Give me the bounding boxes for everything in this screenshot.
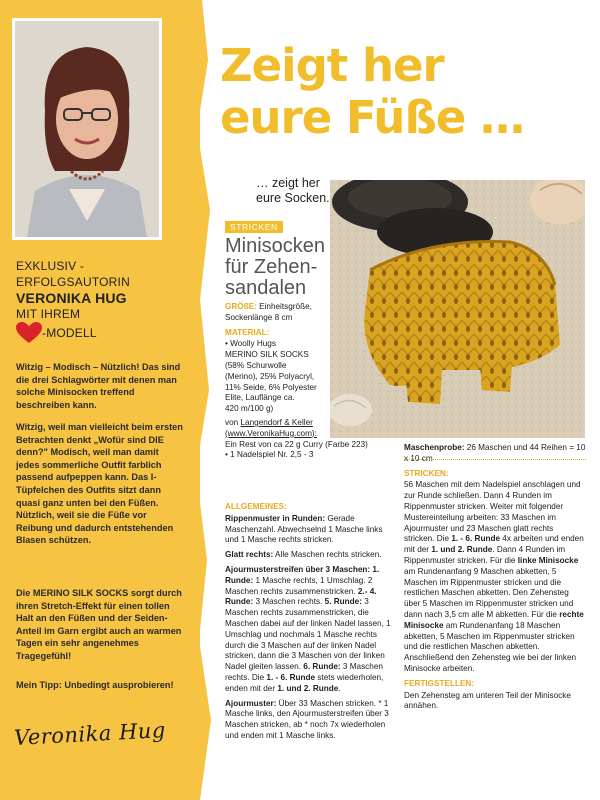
sidebar-paragraph-4: Mein Tipp: Unbedingt ausprobieren! [16, 680, 174, 690]
exclusive-line-2: ERFOLGSAUTORIN [16, 275, 130, 289]
lace-stripe-body: 3 Maschen rechts. [253, 597, 325, 607]
material-line: • Woolly Hugs [225, 339, 276, 349]
finishing-text: Den Zehensteg am unteren Teil der Minisocke annähen. [404, 690, 571, 711]
stockinette-body: Alle Maschen rechts stricken. [273, 550, 382, 560]
modell-line [16, 322, 186, 344]
material-line: (Merino), 25% Polyacryl, [225, 371, 315, 381]
material-line: MERINO SILK SOCKS [225, 350, 309, 360]
author-portrait [12, 18, 162, 240]
gauge-text [404, 443, 586, 465]
rib-pattern-body: Gerade Maschenzahl. Abwechselnd 1 Masche links und 1 Masche rechts stricken. [225, 513, 383, 545]
gauge-label: Maschenprobe: [404, 443, 465, 452]
knitting-bold: linke Minisocke [517, 555, 579, 565]
headline-line-1: Zeigt her [220, 39, 444, 92]
rib-pattern-text [225, 514, 397, 546]
author-intro [16, 258, 186, 344]
divider [404, 459, 586, 460]
pattern-title: Minisocken für Zehen-sandalen [225, 235, 326, 299]
material-line: (58% Schurwolle [225, 360, 287, 370]
knitting-text [404, 480, 586, 674]
needle-info: • 1 Nadelspiel Nr. 2,5 - 3 [225, 450, 314, 460]
material-line: Elite, Lauflänge ca. [225, 393, 295, 403]
exclusive-line-1: EXKLUSIV - [16, 259, 85, 273]
instructions-block [404, 443, 586, 716]
knitting-bold: 1. und 2. Runde [431, 545, 493, 555]
website-link[interactable]: (www.VeronikaHug.com): [225, 428, 317, 438]
sidebar-paragraph-3: Die MERINO SILK SOCKS sorgt durch ihren Stretch-Effekt für einen tollen Halt an den Füßen und der Seiden-Anteil im Garn ergibt auch an warmen Tagen ein sehr angenehmes Tragegefühl! [16, 588, 182, 661]
watermark: PassionForum.ru [529, 784, 594, 794]
supplier-link[interactable]: Langendorf & Keller [240, 418, 313, 427]
finishing-heading: FERTIGSTELLEN: [404, 678, 475, 688]
minisocks-photo [330, 180, 585, 438]
gauge-body: 26 Maschen und 44 Reihen = 10 x 10 cm [404, 443, 586, 463]
size-material-block [225, 302, 327, 415]
von-text: von [225, 418, 241, 427]
lace-stripe-body: . [338, 683, 341, 693]
article-teaser [256, 176, 330, 206]
lace-pattern-body: Über 33 Maschen stricken. * 1 Masche links, den Ajourmusterstreifen über 3 Maschen stricken, ab * noch 7x wiederholen und enden mit 1 Masche links. [225, 698, 389, 740]
modell-label: -MODELL [42, 326, 97, 340]
round-label: 1. und 2. Runde [277, 683, 339, 693]
article-headline [220, 40, 590, 144]
rib-pattern-label: Rippenmuster in Runden: [225, 513, 326, 523]
size-text: Einheitsgröße, Sockenlänge 8 cm [225, 302, 312, 322]
knitting-body: 4x arbeiten und enden mit der [404, 534, 584, 555]
general-heading: ALLGEMEINES: [225, 502, 287, 511]
lace-stripe-body: 1 Masche rechts, 1 Umschlag. 2 Maschen rechts zusammenstricken. [225, 575, 373, 596]
lace-stripe-body: 3 Maschen rechts. Die [225, 662, 383, 682]
sidebar-brush-edge [188, 0, 212, 800]
knitting-body: am Rundenanfang 18 Maschen abketten, 5 Maschen im Rippenmuster stricken und die restlichen Maschen abketten. Anschließend den Zehensteg wie bei der linken Minisocke arbeiten. [404, 620, 577, 673]
material-heading: MATERIAL: [225, 327, 270, 337]
supplier-block [225, 418, 397, 461]
knitting-body: 56 Maschen mit dem Nadelspiel anschlagen und zur Runde schließen. Dann 4 Runden im Rippenmuster stricken. Weiter mit folgender Mustereinteilung arbeiten: 33 Maschen im Ajourmuster und 23 Maschen glatt rechts stricken. Die [404, 480, 581, 544]
teaser-line-1: … zeigt her [256, 176, 320, 190]
round-label: 6. Runde: [303, 662, 341, 672]
teaser-line-2: eure Socken. [256, 191, 330, 205]
round-label: 5. Runde: [324, 597, 362, 607]
lace-stripe-label: Ajourmusterstreifen über 3 Maschen: 1. Runde: [225, 564, 380, 585]
stockinette-label: Glatt rechts: [225, 550, 274, 560]
mit-ihrem-line: MIT IHREM [16, 307, 81, 321]
round-label: 1. - 6. Runde [266, 672, 316, 682]
lace-stripe-body: stets wiederholen, enden mit der [225, 672, 384, 693]
lace-stripe-body: 3 Maschen rechts zusammenstricken, die Maschen dabei auf der linken Nadel lassen, 1 Umschlag und nochmals 1 Masche rechts durch die 3 Maschen auf der linken Nadel stricken, dann die 3 Maschen von der linken Nadel gleiten lassen. [225, 597, 391, 672]
category-tag: STRICKEN [225, 221, 283, 233]
material-line: 11% Seide, 6% Polyester [225, 382, 317, 392]
supplier-line [225, 418, 397, 429]
lace-pattern-label: Ajourmuster: [225, 698, 277, 708]
round-label: 2.- 4. Runde: [225, 586, 377, 607]
size-info [225, 302, 327, 324]
knitting-body: am Rundenanfang 9 Maschen abketten, 5 Maschen im Rippenmuster stricken und die restlichen Maschen abketten. Den Zehensteg über 5 Maschen im Rippenmuster stricken und dann nach 3,5 cm alle M abketten. Für die [404, 566, 574, 619]
author-name: VERONIKA HUG [16, 290, 127, 306]
author-signature: Veronika Hug [13, 718, 167, 750]
size-label: GRÖßE: [225, 302, 257, 311]
knitting-bold: rechte Minisocke [404, 609, 584, 630]
sidebar-paragraph-2: Witzig, weil man vielleicht beim ersten Betrachten denkt „Wofür sind DIE denn?" Modisch, weil man damit jedes sommerliche Outfit farblich passend aufpeppen kann. Das I-Tüpfelchen des Outfits sitzt dann quasi ganz unten bei den Füßen. Nützlich, weil sie die Füße vor Reibung und dadurch entstehenden Blasen schützen. [16, 422, 183, 546]
lace-pattern-text [225, 699, 397, 742]
stockinette-text [225, 550, 397, 561]
sidebar-paragraph-1: Witzig – Modisch – Nützlich! Das sind die drei Schlagwörter mit denen man solche Minisocken treffend beschreiben kann. [16, 362, 181, 410]
lace-stripe-text [225, 565, 397, 695]
general-block [225, 500, 397, 746]
material-line: 420 m/100 g) [225, 404, 274, 414]
knitting-heading: STRICKEN: [404, 468, 449, 478]
knitting-body: . Dann 4 Runden im Rippenmuster stricken. Für die [404, 545, 566, 565]
heart-icon [16, 322, 42, 344]
headline-line-2: eure Füße … [220, 91, 525, 144]
knitting-bold: 1. - 6. Runde [451, 534, 501, 544]
yarn-rest: Ein Rest von ca 22 g Curry (Farbe 223) [225, 439, 368, 449]
